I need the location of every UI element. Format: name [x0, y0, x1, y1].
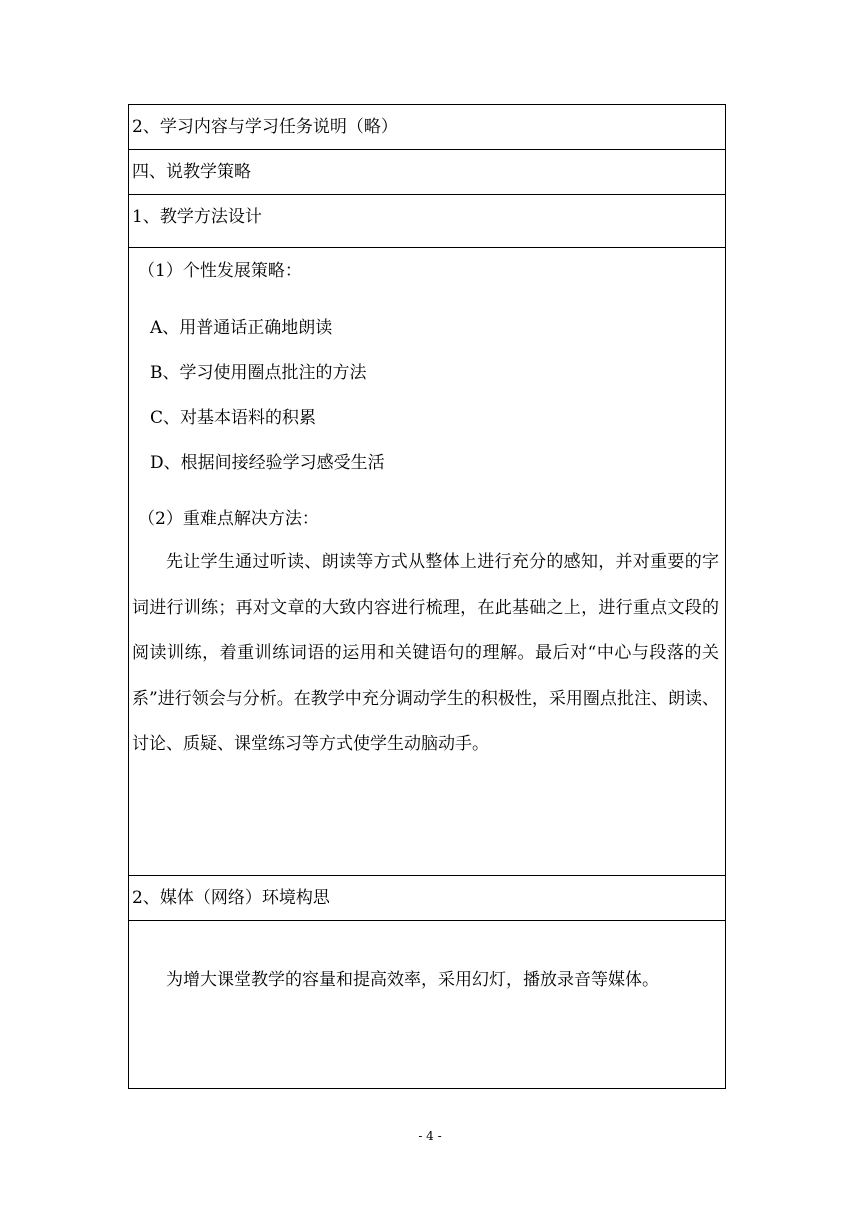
section-heading-method-design: 1、教学方法设计 [129, 195, 726, 248]
subtitle-personal-development: （1）个性发展策略： [138, 261, 302, 281]
list-item: B、学习使用圈点批注的方法 [150, 363, 367, 383]
media-paragraph: 为增大课堂教学的容量和提高效率，采用幻灯，播放录音等媒体。 [166, 970, 659, 990]
table-row [129, 105, 726, 150]
table-row [129, 248, 726, 876]
section-heading-teaching-strategy: 四、说教学策略 [129, 150, 726, 195]
table-row [129, 195, 726, 248]
table-row [129, 876, 726, 921]
table-row [129, 921, 726, 1089]
table-row [129, 150, 726, 195]
lesson-plan-table [128, 104, 726, 1089]
section-heading-learning-content: 2、学习内容与学习任务说明（略） [129, 105, 726, 150]
list-item: D、根据间接经验学习感受生活 [150, 453, 385, 473]
list-item: C、对基本语料的积累 [150, 408, 317, 428]
method-design-content [129, 248, 726, 876]
media-environment-content [129, 921, 726, 1089]
page-number: - 4 - [418, 1129, 442, 1143]
list-item: A、用普通话正确地朗读 [150, 318, 333, 338]
subtitle-key-difficulties: （2）重难点解决方法： [138, 509, 319, 529]
method-paragraph: 先让学生通过听读、朗读等方式从整体上进行充分的感知，并对重要的字词进行训练；再对文章的大致内容进行梳理，在此基础之上，进行重点文段的阅读训练，着重训练词语的运用和关键语句的理解。最后对“中心与段落的关系”进行领会与分析。在教学中充分调动学生的积极性，采用圈点批注、朗读、讨论、质疑、课堂练习等方式使学生动脑动手。 [132, 552, 719, 754]
strategy-list [132, 306, 725, 486]
section-heading-media-environment: 2、媒体（网络）环境构思 [129, 876, 726, 921]
